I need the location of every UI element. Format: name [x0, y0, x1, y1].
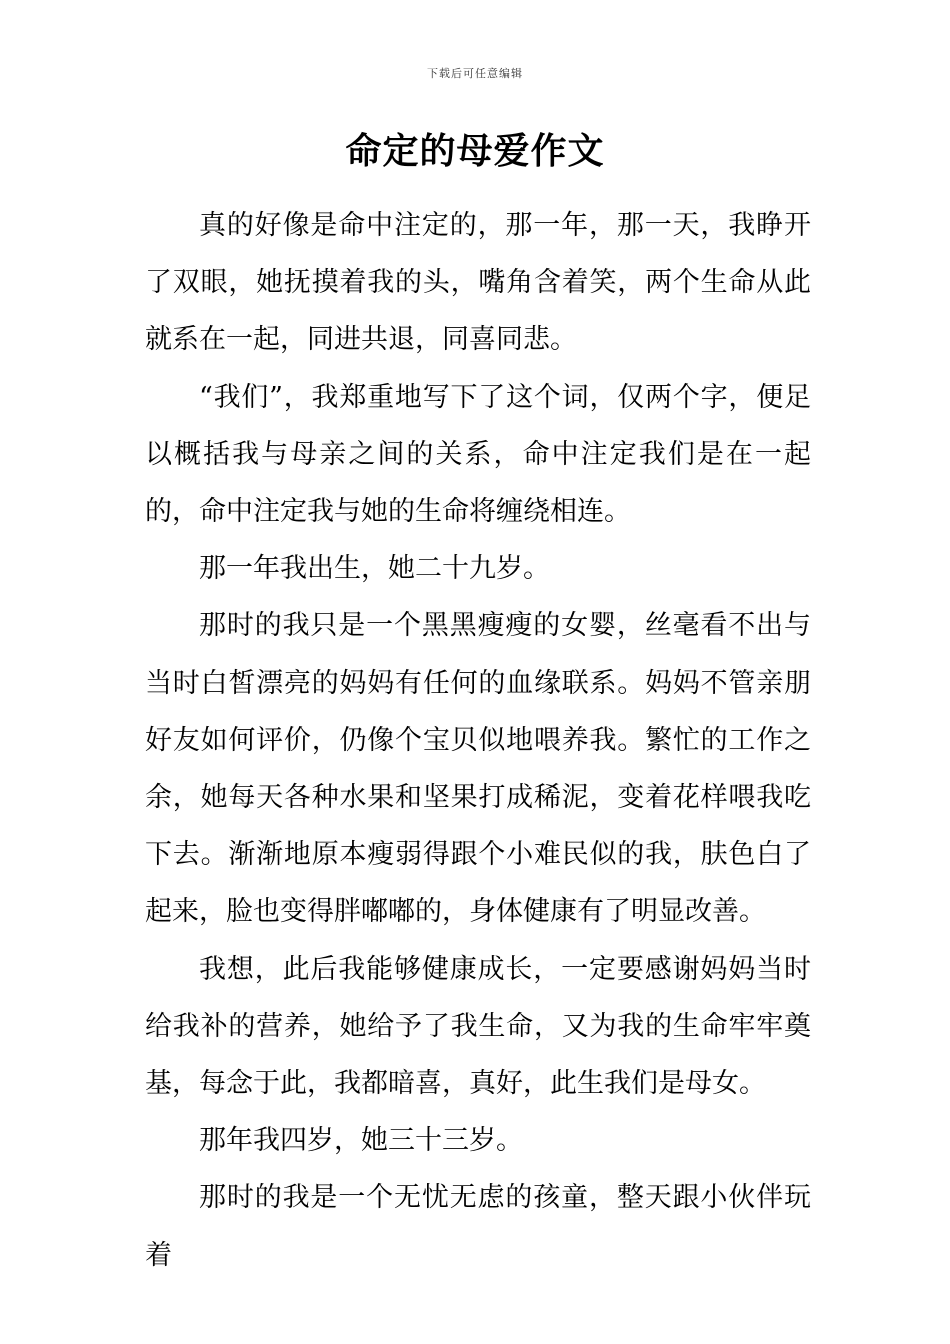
paragraph: 我想，此后我能够健康成长，一定要感谢妈妈当时给我补的营养，她给予了我生命，又为我的生命牢牢奠基，每念于此，我都暗喜，真好，此生我们是母女。: [145, 953, 811, 1100]
paragraph: 那时的我是一个无忧无虑的孩童，整天跟小伙伴玩着: [145, 1182, 811, 1271]
header-note: 下载后可任意编辑: [427, 67, 523, 80]
paragraph: 那时的我只是一个黑黑瘦瘦的女婴，丝毫看不出与当时白皙漂亮的妈妈有任何的血缘联系。妈妈不管亲朋好友如何评价，仍像个宝贝似地喂养我。繁忙的工作之余，她每天各种水果和坚果打成稀泥，变着花样喂我吃下去。渐渐地原本瘦弱得跟个小难民似的我，肤色白了起来，脸也变得胖嘟嘟的，身体健康有了明显改善。: [145, 610, 811, 928]
paragraph: 真的好像是命中注定的，那一年，那一天，我睁开了双眼，她抚摸着我的头，嘴角含着笑，两个生命从此就系在一起，同进共退，同喜同悲。: [145, 210, 811, 356]
paragraph: “我们”，我郑重地写下了这个词，仅两个字，便足以概括我与母亲之间的关系，命中注定我们是在一起的，命中注定我与她的生命将缠绕相连。: [145, 381, 811, 528]
document-title: 命定的母爱作文: [345, 131, 605, 172]
paragraph: 那一年我出生，她二十九岁。: [199, 553, 550, 585]
document-body: [145, 197, 811, 1284]
paragraph: 那年我四岁，她三十三岁。: [199, 1125, 523, 1157]
